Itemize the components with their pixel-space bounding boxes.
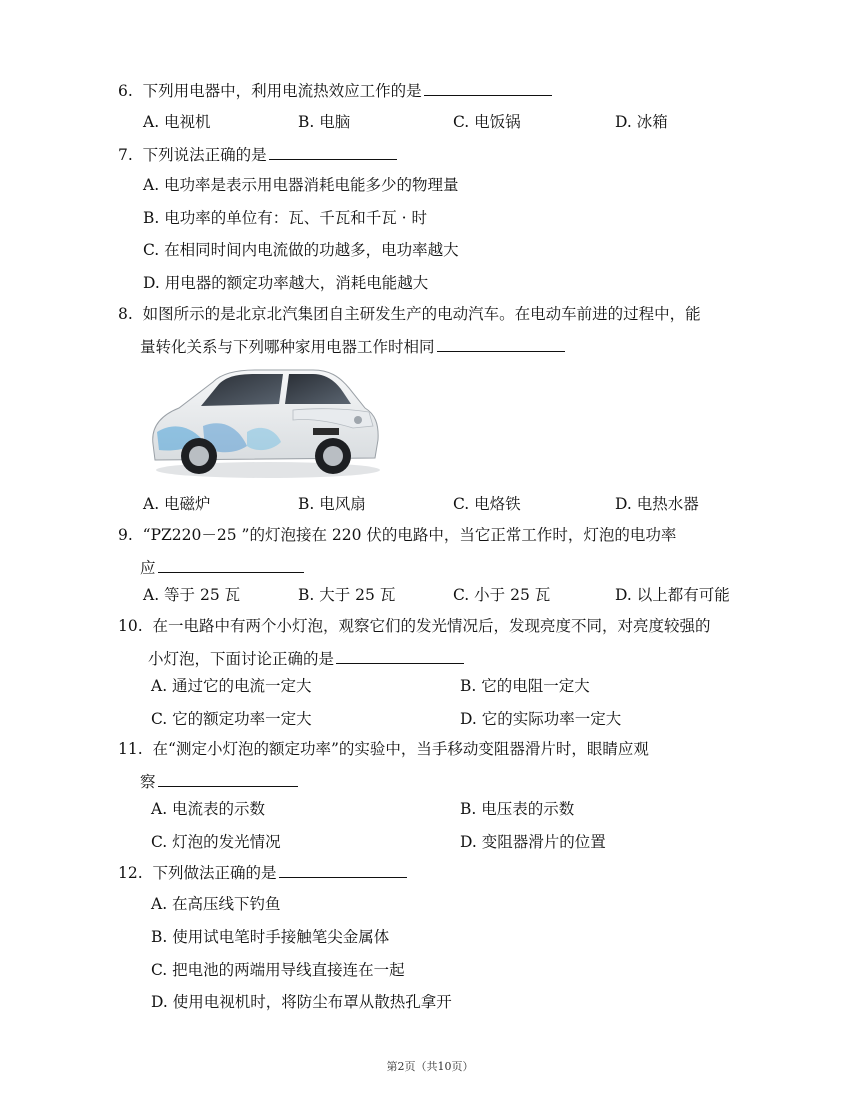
answer-blank[interactable]	[424, 77, 552, 96]
question-12	[118, 857, 763, 890]
option-d[interactable]: D. 它的实际功率一定大	[460, 710, 622, 728]
option-b[interactable]: B. 大于 25 瓦	[298, 586, 396, 604]
question-number: 6.	[118, 82, 133, 100]
question-stem-line2: 小灯泡，下面讨论正确的是	[148, 650, 335, 668]
question-6	[118, 75, 763, 108]
question-number: 10.	[118, 617, 143, 635]
option-a[interactable]: A. 电磁炉	[143, 495, 211, 513]
option-d[interactable]: D. 冰箱	[615, 113, 668, 131]
question-9	[118, 519, 763, 585]
option-a[interactable]: A. 电流表的示数	[151, 800, 266, 818]
question-9-options	[143, 583, 763, 613]
option-d[interactable]: D. 使用电视机时，将防尘布罩从散热孔拿开	[151, 993, 452, 1011]
option-b[interactable]: B. 使用试电笔时手接触笔尖金属体	[151, 928, 390, 946]
option-a[interactable]: A. 电视机	[143, 113, 211, 131]
question-11	[118, 733, 763, 799]
answer-blank[interactable]	[279, 859, 407, 878]
question-number: 11.	[118, 740, 143, 758]
question-8	[118, 298, 763, 364]
option-a[interactable]: A. 等于 25 瓦	[143, 586, 241, 604]
question-number: 7.	[118, 146, 133, 164]
option-d[interactable]: D. 用电器的额定功率越大，消耗电能越大	[143, 274, 429, 292]
electric-car-image	[143, 362, 383, 480]
option-b[interactable]: B. 电压表的示数	[460, 800, 575, 818]
option-c[interactable]: C. 电饭锅	[453, 113, 521, 131]
question-10	[118, 610, 763, 676]
question-7	[118, 139, 763, 172]
option-a[interactable]: A. 电功率是表示用电器消耗电能多少的物理量	[143, 176, 459, 194]
question-number: 12.	[118, 864, 143, 882]
page-footer: 第2页（共10页）	[386, 1060, 474, 1073]
option-c[interactable]: C. 小于 25 瓦	[453, 586, 551, 604]
question-stem-line2: 察	[140, 773, 156, 791]
question-8-options	[143, 492, 763, 522]
option-a[interactable]: A. 通过它的电流一定大	[151, 677, 312, 695]
question-11-options-row2	[151, 830, 761, 860]
question-stem-line1: “PZ220－25 ”的灯泡接在 220 伏的电路中，当它正常工作时，灯泡的电功率	[142, 526, 677, 544]
question-stem-line2: 应	[140, 559, 156, 577]
answer-blank[interactable]	[158, 768, 298, 787]
option-c[interactable]: C. 把电池的两端用导线直接连在一起	[151, 961, 405, 979]
option-c[interactable]: C. 它的额定功率一定大	[151, 710, 312, 728]
question-stem-line1: 如图所示的是北京北汽集团自主研发生产的电动汽车。在电动车前进的过程中，能	[142, 305, 701, 323]
question-stem: 下列说法正确的是	[142, 146, 267, 164]
option-c[interactable]: C. 灯泡的发光情况	[151, 833, 281, 851]
option-b[interactable]: B. 电风扇	[298, 495, 366, 513]
question-stem-line2: 量转化关系与下列哪种家用电器工作时相同	[140, 338, 435, 356]
answer-blank[interactable]	[336, 645, 464, 664]
question-stem-line1: 在“测定小灯泡的额定功率”的实验中，当手移动变阻器滑片时，眼睛应观	[152, 740, 649, 758]
question-stem-line1: 在一电路中有两个小灯泡，观察它们的发光情况后，发现亮度不同，对亮度较强的	[152, 617, 711, 635]
option-c[interactable]: C. 电烙铁	[453, 495, 521, 513]
option-b[interactable]: B. 电脑	[298, 113, 351, 131]
question-6-options	[143, 110, 763, 140]
option-b[interactable]: B. 它的电阻一定大	[460, 677, 590, 695]
option-c[interactable]: C. 在相同时间内电流做的功越多，电功率越大	[143, 241, 459, 259]
question-10-options-row1	[151, 674, 761, 704]
option-d[interactable]: D. 变阻器滑片的位置	[460, 833, 606, 851]
question-stem: 下列做法正确的是	[152, 864, 277, 882]
question-number: 9.	[118, 526, 133, 544]
question-11-options-row1	[151, 797, 761, 827]
option-d[interactable]: D. 以上都有可能	[615, 586, 730, 604]
option-b[interactable]: B. 电功率的单位有：瓦、千瓦和千瓦 · 时	[143, 209, 428, 227]
answer-blank[interactable]	[269, 141, 397, 160]
option-a[interactable]: A. 在高压线下钓鱼	[151, 895, 281, 913]
answer-blank[interactable]	[158, 554, 304, 573]
option-d[interactable]: D. 电热水器	[615, 495, 699, 513]
question-stem: 下列用电器中，利用电流热效应工作的是	[142, 82, 422, 100]
answer-blank[interactable]	[437, 333, 565, 352]
question-number: 8.	[118, 305, 133, 323]
